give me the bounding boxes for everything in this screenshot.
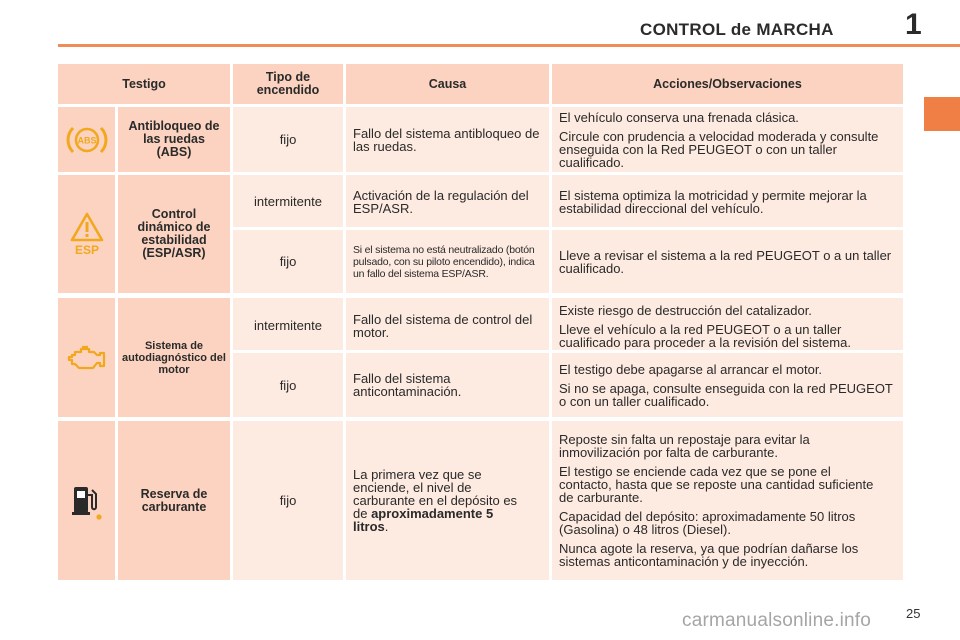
engine-actions-1 [552, 298, 903, 350]
fuel-cause-prefix: La primera vez que se enciende, el nivel de carburante en el depósito es de [353, 467, 518, 521]
abs-name: Antibloqueo de las ruedas (ABS) [118, 107, 230, 172]
esp-warning-icon [70, 212, 104, 256]
esp-actions-2 [552, 230, 903, 293]
esp-cause-2: Si el sistema no está neutralizado (botón pulsado, con su piloto encendido), indica un fallo del sistema ESP/ASR. [346, 230, 549, 293]
esp-action-2-1: Lleve a revisar el sistema a la red PEUGEOT o a un taller cualificado. [559, 247, 892, 276]
engine-icon-cell [58, 298, 115, 417]
header-divider [58, 44, 960, 47]
fuel-actions [552, 421, 903, 580]
abs-cause: Fallo del sistema antibloqueo de las ruedas. [346, 107, 549, 172]
engine-cause-1: Fallo del sistema de control del motor. [346, 298, 549, 350]
abs-type: fijo [233, 107, 343, 172]
engine-action-2-2: Si no se apaga, consulte enseguida con la red PEUGEOT o con un taller cualificado. [559, 380, 893, 409]
abs-action-1: El vehículo conserva una frenada clásica. [559, 109, 799, 125]
engine-name: Sistema de autodiagnóstico del motor [118, 298, 230, 417]
abs-warning-icon [66, 124, 108, 156]
esp-icon-cell [58, 175, 115, 293]
chapter-number: 1 [905, 8, 922, 41]
engine-type-1: intermitente [233, 298, 343, 350]
esp-type-2: fijo [233, 230, 343, 293]
esp-type-1: intermitente [233, 175, 343, 227]
engine-action-1-2: Lleve el vehículo a la red PEUGEOT o a un taller cualificado para proceder a la revisión del sistema. [559, 322, 851, 350]
column-header-causa: Causa [346, 64, 549, 104]
watermark: carmanualsonline.info [682, 610, 872, 631]
fuel-action-3: Capacidad del depósito: aproximadamente 50 litros (Gasolina) o 48 litros (Diesel). [559, 509, 856, 537]
fuel-cause-text [353, 468, 529, 533]
abs-actions [552, 107, 903, 172]
column-header-testigo: Testigo [58, 64, 230, 104]
chapter-tab [924, 97, 960, 131]
fuel-name: Reserva de carburante [118, 421, 230, 580]
engine-action-1-1: Existe riesgo de destrucción del catalizador. [559, 303, 812, 318]
column-header-acciones: Acciones/Observaciones [552, 64, 903, 104]
engine-check-icon [67, 344, 107, 372]
column-header-tipo: Tipo de encendido [233, 64, 343, 104]
fuel-cause [346, 421, 549, 580]
page-number: 25 [906, 606, 921, 621]
fuel-pump-icon [70, 481, 104, 521]
abs-icon-cell [58, 107, 115, 172]
fuel-cause-bold: aproximadamente 5 litros [353, 506, 494, 534]
engine-cause-2: Fallo del sistema anticontaminación. [346, 353, 549, 417]
fuel-action-1: Reposte sin falta un repostaje para evitar la inmovilización por falta de carburante. [559, 432, 810, 460]
abs-action-2: Circule con prudencia a velocidad moderada y consulte enseguida con la Red PEUGEOT o con un taller cualificado. [559, 128, 879, 170]
fuel-action-2: El testigo se enciende cada vez que se pone el contacto, hasta que se reposte una cantidad suficiente de carburante. [559, 464, 874, 505]
fuel-cause-suffix: . [384, 519, 389, 534]
fuel-type: fijo [233, 421, 343, 580]
esp-name: Control dinámico de estabilidad (ESP/ASR) [118, 175, 230, 293]
engine-actions-2 [552, 353, 903, 417]
fuel-icon-cell [58, 421, 115, 580]
esp-cause-1: Activación de la regulación del ESP/ASR. [346, 175, 549, 227]
esp-actions-1 [552, 175, 903, 227]
esp-action-1-1: El sistema optimiza la motricidad y permite mejorar la estabilidad direccional del vehículo. [559, 188, 867, 216]
engine-action-2-1: El testigo debe apagarse al arrancar el motor. [559, 361, 823, 377]
page-title: CONTROL de MARCHA [640, 20, 834, 39]
svg-text:ABS: ABS [76, 135, 97, 145]
engine-type-2: fijo [233, 353, 343, 417]
fuel-action-4: Nunca agote la reserva, ya que podrían dañarse los sistemas anticontaminación y de inyección. [559, 541, 859, 569]
svg-text:ESP: ESP [74, 243, 99, 256]
